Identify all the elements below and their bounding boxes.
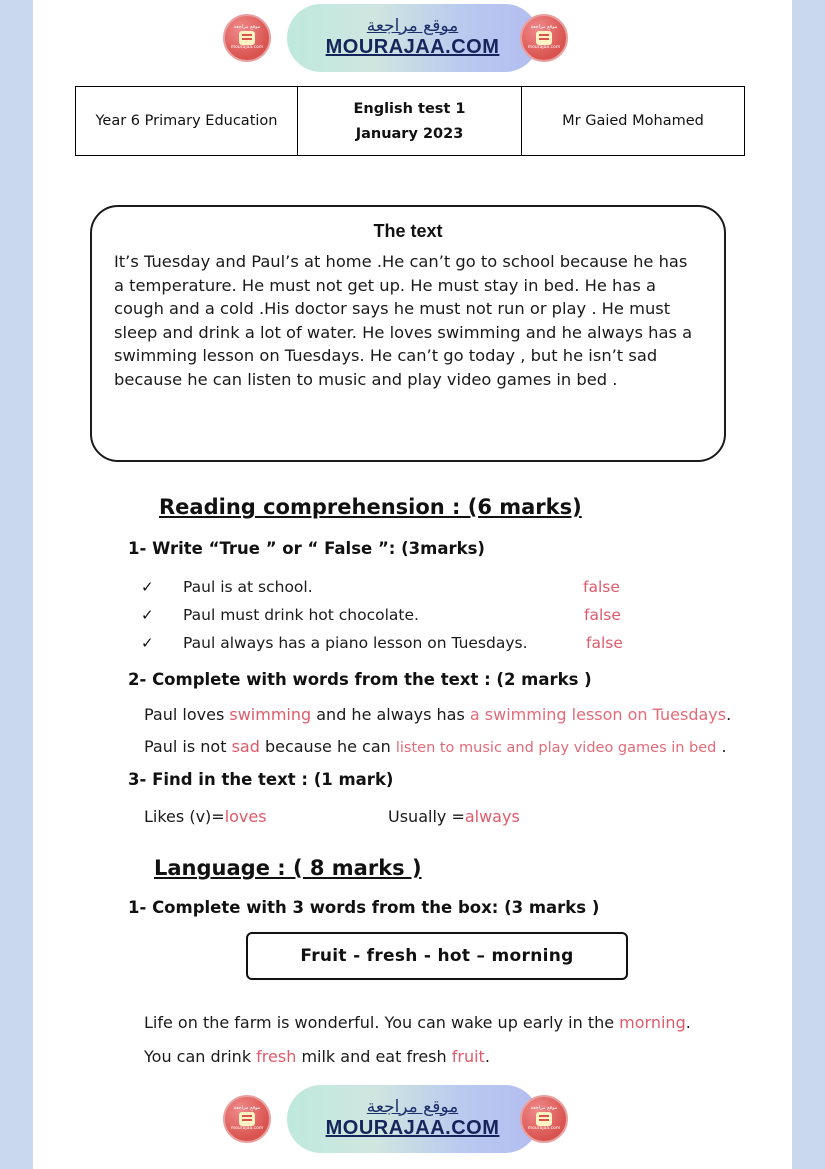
language-section-title: Language : ( 8 marks )	[154, 856, 422, 880]
language-sentence-2	[144, 1047, 490, 1066]
header-table	[75, 86, 745, 156]
q2-line2-part-a: Paul is not	[144, 737, 232, 756]
q2-line1-answer-2: a swimming lesson on Tuesdays	[469, 705, 727, 724]
watermark-top	[33, 0, 792, 76]
q2-line2-answer-2: listen to music and play video games in bed	[395, 740, 717, 756]
language-sentence-1	[144, 1013, 691, 1032]
document-page	[33, 0, 792, 1169]
watermark-pill	[287, 4, 539, 72]
header-test-cell	[298, 87, 522, 155]
q2-line1-part-b: and he always has	[311, 705, 470, 724]
watermark-arabic: موقع مراجعة	[366, 15, 459, 36]
sentence1-part-a: Life on the farm is wonderful. You can wake up early in the	[144, 1013, 620, 1032]
badge-arabic-left: موقع مراجعة	[233, 23, 261, 30]
q3-left-answer: loves	[224, 807, 267, 826]
check-icon: ✓	[141, 578, 154, 596]
check-icon: ✓	[141, 634, 154, 652]
sentence2-part-c: .	[484, 1047, 490, 1066]
watermark-badge-right-icon	[520, 14, 568, 62]
sentence1-part-b: .	[685, 1013, 691, 1032]
q2-line2-part-b: because he can	[259, 737, 396, 756]
badge-text-right: mourajaa.com	[527, 1126, 561, 1132]
reading-q2-title: 2- Complete with words from the text : (2 marks )	[128, 670, 592, 689]
watermark-badge-right-icon	[520, 1095, 568, 1143]
badge-arabic-right: موقع مراجعة	[530, 1104, 558, 1111]
q3-left-label: Likes (v)=	[144, 807, 225, 826]
watermark-badge-left-icon	[223, 1095, 271, 1143]
reading-text-box	[90, 205, 726, 462]
tf-statement-1: Paul is at school.	[183, 578, 313, 596]
text-box-title: The text	[373, 221, 443, 241]
book-icon	[536, 31, 552, 45]
reading-q3-right	[388, 807, 520, 826]
sentence2-answer-1: fresh	[256, 1047, 297, 1066]
q2-line1-part-c: .	[726, 705, 732, 724]
tf-answer-3: false	[586, 634, 623, 652]
q3-right-label: Usually =	[388, 807, 465, 826]
reading-q3-title: 3- Find in the text : (1 mark)	[128, 770, 394, 789]
header-test-title: English test 1	[353, 100, 466, 117]
reading-section-title: Reading comprehension : (6 marks)	[159, 495, 582, 519]
book-icon	[536, 1112, 552, 1126]
sentence2-part-a: You can drink	[144, 1047, 257, 1066]
badge-text-left: mourajaa.com	[230, 1126, 264, 1132]
check-icon: ✓	[141, 606, 154, 624]
tf-statement-2: Paul must drink hot chocolate.	[183, 606, 419, 624]
reading-q2-line1	[144, 705, 731, 724]
watermark-bottom	[33, 1081, 792, 1157]
reading-q2-line2	[144, 737, 727, 756]
watermark-pill	[287, 1085, 539, 1153]
sentence2-answer-2: fruit	[451, 1047, 485, 1066]
q2-line2-answer-1: sad	[231, 737, 260, 756]
header-teacher-cell: Mr Gaied Mohamed	[562, 113, 704, 129]
reading-q1-title: 1- Write “True ” or “ False ”: (3marks)	[128, 539, 485, 558]
tf-answer-1: false	[583, 578, 620, 596]
q2-line1-part-a: Paul loves	[144, 705, 230, 724]
header-test-date: January 2023	[355, 125, 464, 142]
sentence2-part-b: milk and eat fresh	[296, 1047, 452, 1066]
watermark-arabic: موقع مراجعة	[366, 1096, 459, 1117]
reading-q3-left	[144, 807, 267, 826]
text-box-body: It’s Tuesday and Paul’s at home .He can’t go to school because he has a temperature. He must not get up. He must stay in bed. He has a cough and a cold .His doctor says he must not run or play . He must sleep and drink a lot of water. He loves swimming and he always has a swimming lesson on Tuesdays. He can’t go today , but he isn’t sad because he can listen to music and play video games in bed .	[114, 252, 693, 389]
badge-text-left: mourajaa.com	[230, 45, 264, 51]
badge-arabic-right: موقع مراجعة	[530, 23, 558, 30]
word-box: Fruit - fresh - hot – morning	[246, 932, 628, 980]
q2-line1-answer-1: swimming	[229, 705, 312, 724]
watermark-site: MOURAJAA.COM	[325, 36, 500, 59]
q3-right-answer: always	[464, 807, 520, 826]
q2-line2-part-c: .	[716, 737, 727, 756]
watermark-site: MOURAJAA.COM	[325, 1117, 500, 1140]
sentence1-answer: morning	[619, 1013, 686, 1032]
book-icon	[239, 1112, 255, 1126]
tf-statement-3: Paul always has a piano lesson on Tuesdays.	[183, 634, 528, 652]
language-q1-title: 1- Complete with 3 words from the box: (3 marks )	[128, 898, 600, 917]
tf-answer-2: false	[584, 606, 621, 624]
header-level-cell: Year 6 Primary Education	[76, 87, 298, 155]
book-icon	[239, 31, 255, 45]
badge-arabic-left: موقع مراجعة	[233, 1104, 261, 1111]
watermark-badge-left-icon	[223, 14, 271, 62]
badge-text-right: mourajaa.com	[527, 45, 561, 51]
